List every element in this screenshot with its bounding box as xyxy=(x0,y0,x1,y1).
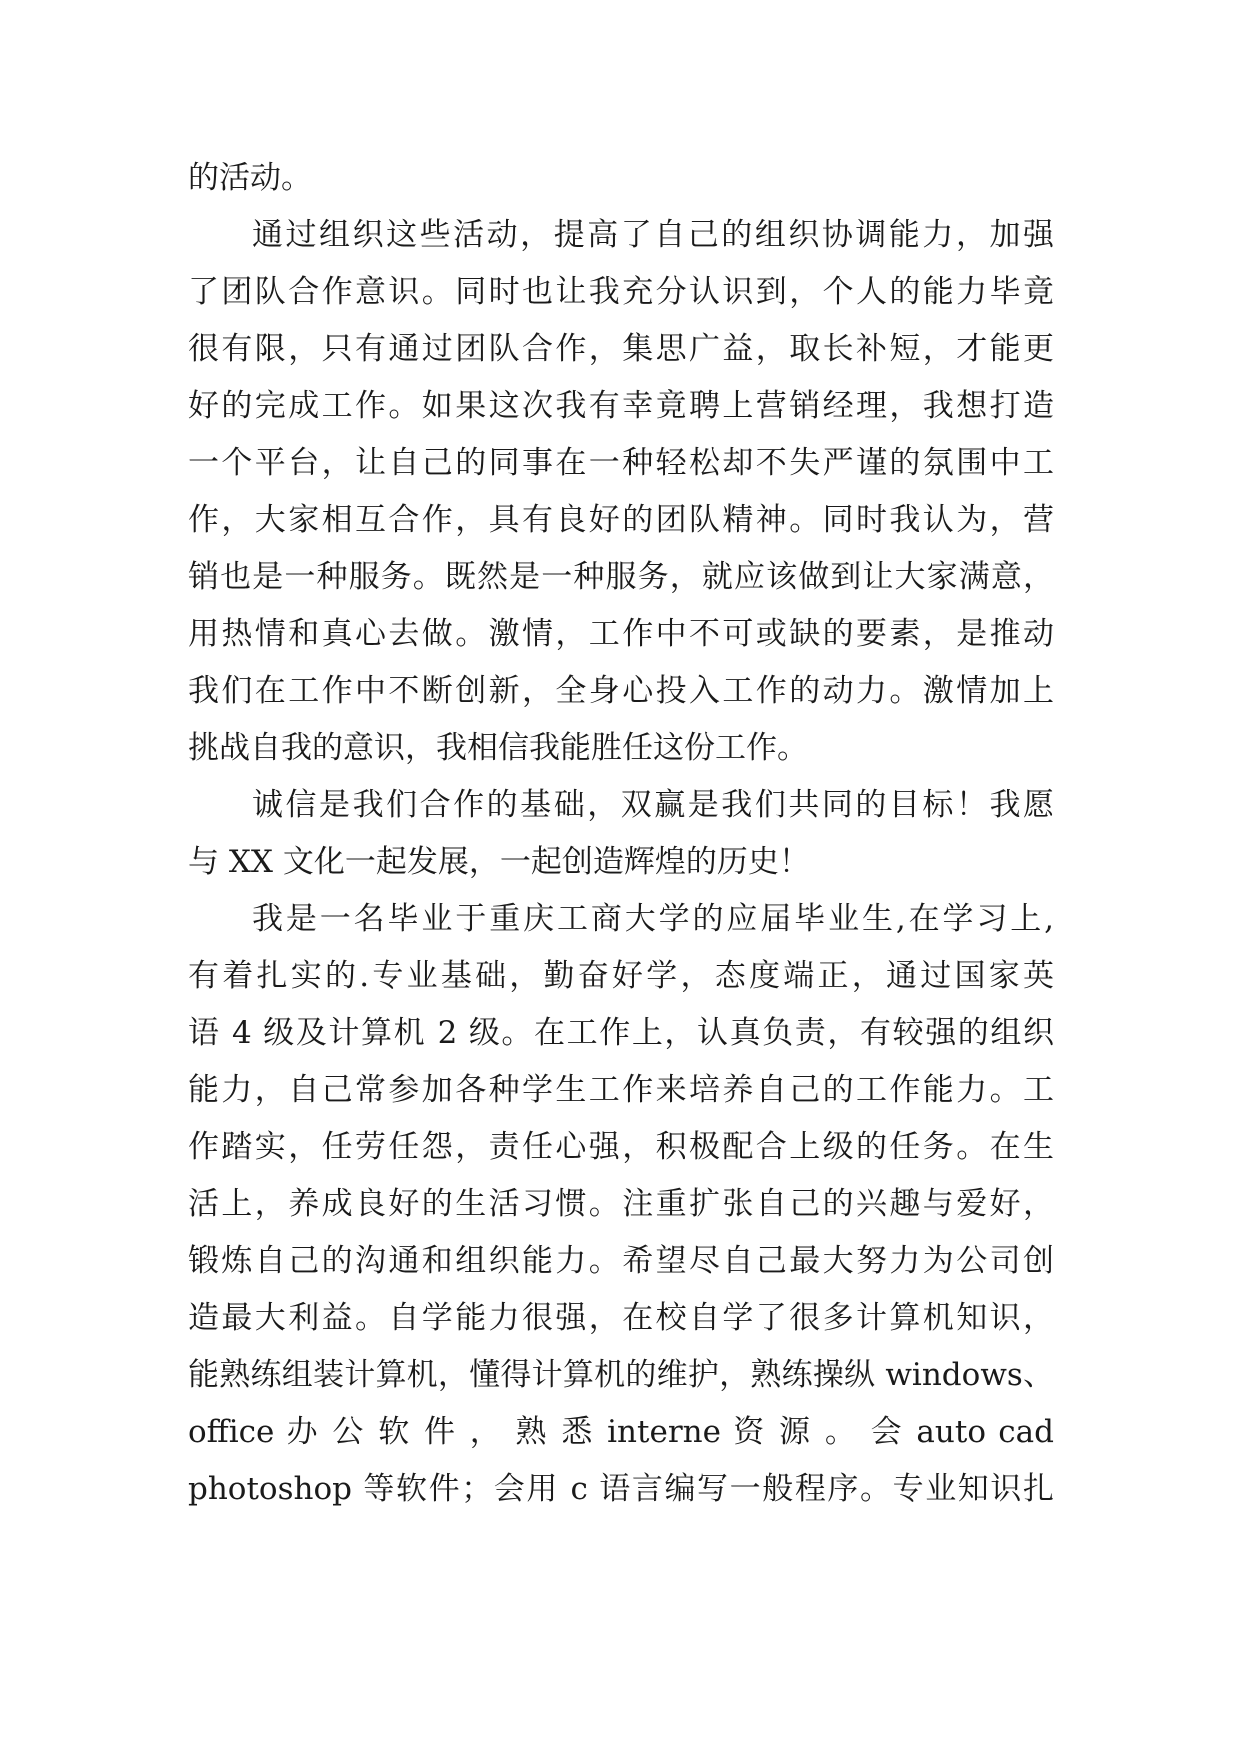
paragraph-end-line: 与 XX 文化一起发展，一起创造辉煌的历史！ xyxy=(188,844,810,880)
text-line: 了团队合作意识。同时也让我充分认识到，个人的能力毕竟 xyxy=(188,274,1054,310)
text-line: 我们在工作中不断创新，全身心投入工作的动力。激情加上 xyxy=(188,673,1054,709)
text-line: office 办 公 软 件 ， 熟 悉 interne 资 源 。 会 auto cad xyxy=(188,1414,1054,1450)
paragraph-start-line: 我是一名毕业于重庆工商大学的应届毕业生,在学习上, xyxy=(252,901,1054,937)
text-line: 作，大家相互合作，具有良好的团队精神。同时我认为，营 xyxy=(188,502,1054,538)
paragraph-start-line: 诚信是我们合作的基础，双赢是我们共同的目标！我愿 xyxy=(252,787,1054,823)
text-line: 造最大利益。自学能力很强，在校自学了很多计算机知识， xyxy=(188,1300,1054,1336)
text-line: photoshop 等软件；会用 c 语言编写一般程序。专业知识扎 xyxy=(188,1471,1054,1507)
text-line: 一个平台，让自己的同事在一种轻松却不失严谨的氛围中工 xyxy=(188,445,1054,481)
text-line: 能力，自己常参加各种学生工作来培养自己的工作能力。工 xyxy=(188,1072,1054,1108)
text-line: 作踏实，任劳任怨，责任心强，积极配合上级的任务。在生 xyxy=(188,1129,1054,1165)
text-line: 很有限，只有通过团队合作，集思广益，取长补短，才能更 xyxy=(188,331,1054,367)
text-line: 有着扎实的.专业基础，勤奋好学，态度端正，通过国家英 xyxy=(188,958,1054,994)
text-line: 用热情和真心去做。激情，工作中不可或缺的要素，是推动 xyxy=(188,616,1054,652)
text-line: 的活动。 xyxy=(188,160,312,196)
text-line: 活上，养成良好的生活习惯。注重扩张自己的兴趣与爱好， xyxy=(188,1186,1054,1222)
text-line: 能熟练组装计算机，懂得计算机的维护，熟练操纵 windows、 xyxy=(188,1357,1054,1393)
body-text xyxy=(188,150,1054,1518)
text-line: 锻炼自己的沟通和组织能力。希望尽自己最大努力为公司创 xyxy=(188,1243,1054,1279)
paragraph-start-line: 通过组织这些活动，提高了自己的组织协调能力，加强 xyxy=(252,217,1054,253)
text-line: 销也是一种服务。既然是一种服务，就应该做到让大家满意， xyxy=(188,559,1054,595)
paragraph-end-line: 挑战自我的意识，我相信我能胜任这份工作。 xyxy=(188,730,808,766)
text-line: 语 4 级及计算机 2 级。在工作上，认真负责，有较强的组织 xyxy=(188,1015,1054,1051)
text-line: 好的完成工作。如果这次我有幸竟聘上营销经理，我想打造 xyxy=(188,388,1054,424)
